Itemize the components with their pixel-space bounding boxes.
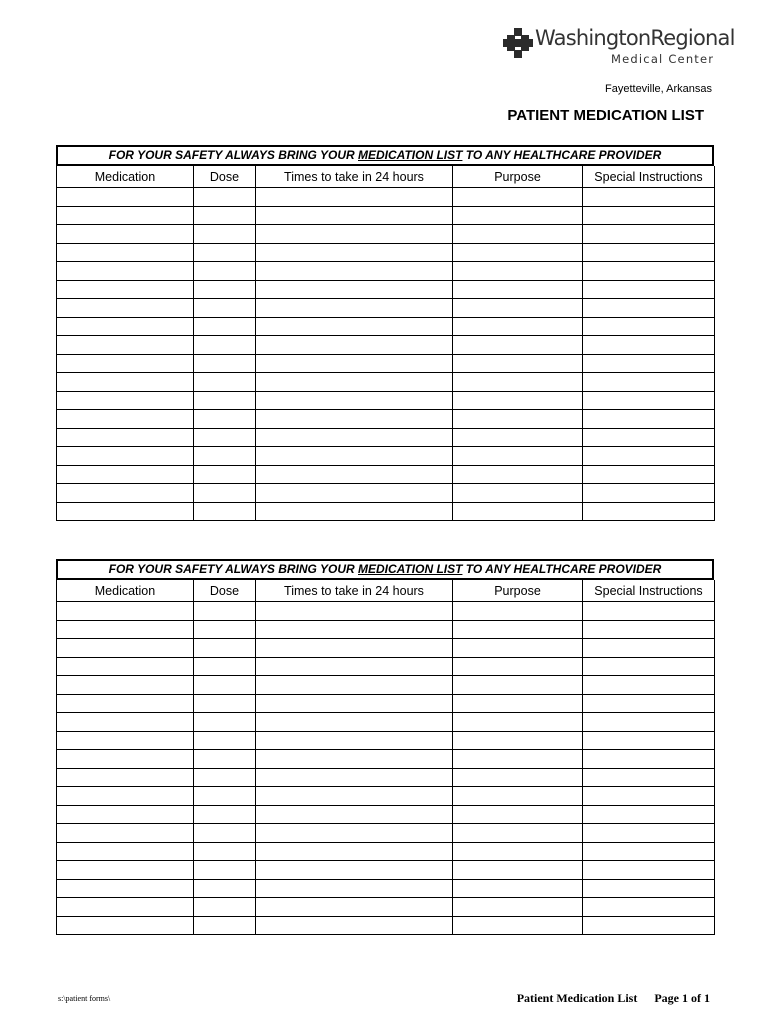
- special-instructions-cell[interactable]: [583, 428, 715, 447]
- purpose-cell[interactable]: [453, 879, 583, 898]
- table-row: [57, 373, 715, 392]
- purpose-cell[interactable]: [453, 502, 583, 521]
- table-row: [57, 465, 715, 484]
- times-cell[interactable]: [256, 484, 453, 503]
- times-cell[interactable]: [256, 280, 453, 299]
- purpose-cell[interactable]: [453, 676, 583, 695]
- special-instructions-cell[interactable]: [583, 750, 715, 769]
- purpose-cell[interactable]: [453, 898, 583, 917]
- medication-cell[interactable]: [57, 262, 194, 281]
- special-instructions-cell[interactable]: [583, 713, 715, 732]
- special-instructions-cell[interactable]: [583, 787, 715, 806]
- dose-cell[interactable]: [194, 484, 256, 503]
- dose-cell[interactable]: [194, 731, 256, 750]
- purpose-cell[interactable]: [453, 713, 583, 732]
- purpose-cell[interactable]: [453, 787, 583, 806]
- special-instructions-cell[interactable]: [583, 317, 715, 336]
- column-header-dose: Dose: [194, 580, 256, 602]
- table-row: [57, 750, 715, 769]
- times-cell[interactable]: [256, 317, 453, 336]
- purpose-cell[interactable]: [453, 373, 583, 392]
- dose-cell[interactable]: [194, 502, 256, 521]
- special-instructions-cell[interactable]: [583, 447, 715, 466]
- medication-cell[interactable]: [57, 676, 194, 695]
- times-cell[interactable]: [256, 188, 453, 207]
- times-cell[interactable]: [256, 676, 453, 695]
- medication-cell[interactable]: [57, 225, 194, 244]
- footer-info: [517, 991, 710, 1006]
- times-cell[interactable]: [256, 879, 453, 898]
- special-instructions-cell[interactable]: [583, 768, 715, 787]
- dose-cell[interactable]: [194, 225, 256, 244]
- dose-cell[interactable]: [194, 657, 256, 676]
- table-row: [57, 694, 715, 713]
- logo-name: WashingtonRegional: [535, 26, 735, 50]
- dose-cell[interactable]: [194, 206, 256, 225]
- table-row: [57, 502, 715, 521]
- purpose-cell[interactable]: [453, 731, 583, 750]
- special-instructions-cell[interactable]: [583, 243, 715, 262]
- dose-cell[interactable]: [194, 299, 256, 318]
- purpose-cell[interactable]: [453, 694, 583, 713]
- dose-cell[interactable]: [194, 243, 256, 262]
- dose-cell[interactable]: [194, 898, 256, 917]
- medication-grid: [56, 580, 715, 935]
- table-row: [57, 676, 715, 695]
- table-row: [57, 484, 715, 503]
- column-header-special-instructions: Special Instructions: [583, 166, 715, 188]
- table-row: [57, 731, 715, 750]
- page-title: PATIENT MEDICATION LIST: [507, 107, 704, 124]
- table-row: [57, 602, 715, 621]
- times-cell[interactable]: [256, 824, 453, 843]
- medication-cell[interactable]: [57, 206, 194, 225]
- cross-logo-icon: [503, 28, 533, 58]
- times-cell[interactable]: [256, 750, 453, 769]
- column-header-times: Times to take in 24 hours: [256, 580, 453, 602]
- purpose-cell[interactable]: [453, 750, 583, 769]
- times-cell[interactable]: [256, 657, 453, 676]
- special-instructions-cell[interactable]: [583, 354, 715, 373]
- special-instructions-cell[interactable]: [583, 694, 715, 713]
- table-row: [57, 787, 715, 806]
- medication-cell[interactable]: [57, 805, 194, 824]
- column-header-medication: Medication: [57, 166, 194, 188]
- dose-cell[interactable]: [194, 280, 256, 299]
- special-instructions-cell[interactable]: [583, 280, 715, 299]
- dose-cell[interactable]: [194, 447, 256, 466]
- purpose-cell[interactable]: [453, 465, 583, 484]
- purpose-cell[interactable]: [453, 842, 583, 861]
- medication-cell[interactable]: [57, 317, 194, 336]
- medication-cell[interactable]: [57, 299, 194, 318]
- table-row: [57, 410, 715, 429]
- purpose-cell[interactable]: [453, 336, 583, 355]
- special-instructions-cell[interactable]: [583, 916, 715, 935]
- purpose-cell[interactable]: [453, 484, 583, 503]
- times-cell[interactable]: [256, 898, 453, 917]
- dose-cell[interactable]: [194, 768, 256, 787]
- safety-banner: FOR YOUR SAFETY ALWAYS BRING YOUR MEDICATION LIST TO ANY HEALTHCARE PROVIDER: [56, 559, 714, 580]
- table-row: [57, 354, 715, 373]
- times-cell[interactable]: [256, 373, 453, 392]
- purpose-cell[interactable]: [453, 262, 583, 281]
- medication-cell[interactable]: [57, 916, 194, 935]
- dose-cell[interactable]: [194, 824, 256, 843]
- purpose-cell[interactable]: [453, 391, 583, 410]
- column-header-dose: Dose: [194, 166, 256, 188]
- medication-cell[interactable]: [57, 620, 194, 639]
- special-instructions-cell[interactable]: [583, 225, 715, 244]
- city-label: Fayetteville, Arkansas: [605, 83, 712, 95]
- special-instructions-cell[interactable]: [583, 842, 715, 861]
- table-row: [57, 206, 715, 225]
- washington-regional-logo: [503, 26, 735, 70]
- special-instructions-cell[interactable]: [583, 639, 715, 658]
- medication-cell[interactable]: [57, 787, 194, 806]
- special-instructions-cell[interactable]: [583, 465, 715, 484]
- table-row: [57, 225, 715, 244]
- purpose-cell[interactable]: [453, 602, 583, 621]
- purpose-cell[interactable]: [453, 861, 583, 880]
- special-instructions-cell[interactable]: [583, 824, 715, 843]
- special-instructions-cell[interactable]: [583, 206, 715, 225]
- dose-cell[interactable]: [194, 336, 256, 355]
- special-instructions-cell[interactable]: [583, 602, 715, 621]
- medication-table-2: [56, 559, 714, 935]
- purpose-cell[interactable]: [453, 354, 583, 373]
- times-cell[interactable]: [256, 410, 453, 429]
- medication-cell[interactable]: [57, 410, 194, 429]
- dose-cell[interactable]: [194, 842, 256, 861]
- special-instructions-cell[interactable]: [583, 336, 715, 355]
- times-cell[interactable]: [256, 805, 453, 824]
- table-row: [57, 861, 715, 880]
- medication-grid: [56, 166, 715, 521]
- medication-cell[interactable]: [57, 879, 194, 898]
- dose-cell[interactable]: [194, 391, 256, 410]
- dose-cell[interactable]: [194, 410, 256, 429]
- table-row: [57, 620, 715, 639]
- times-cell[interactable]: [256, 620, 453, 639]
- dose-cell[interactable]: [194, 373, 256, 392]
- purpose-cell[interactable]: [453, 447, 583, 466]
- special-instructions-cell[interactable]: [583, 657, 715, 676]
- table-row: [57, 299, 715, 318]
- times-cell[interactable]: [256, 262, 453, 281]
- medication-cell[interactable]: [57, 465, 194, 484]
- purpose-cell[interactable]: [453, 768, 583, 787]
- table-row: [57, 447, 715, 466]
- times-cell[interactable]: [256, 225, 453, 244]
- times-cell[interactable]: [256, 354, 453, 373]
- page-number: Page 1 of 1: [654, 991, 710, 1005]
- times-cell[interactable]: [256, 428, 453, 447]
- special-instructions-cell[interactable]: [583, 676, 715, 695]
- table-row: [57, 428, 715, 447]
- medication-cell[interactable]: [57, 731, 194, 750]
- file-path: s:\patient forms\: [58, 994, 111, 1003]
- special-instructions-cell[interactable]: [583, 502, 715, 521]
- special-instructions-cell[interactable]: [583, 861, 715, 880]
- table-row: [57, 713, 715, 732]
- medication-cell[interactable]: [57, 391, 194, 410]
- special-instructions-cell[interactable]: [583, 879, 715, 898]
- medication-cell[interactable]: [57, 694, 194, 713]
- times-cell[interactable]: [256, 731, 453, 750]
- purpose-cell[interactable]: [453, 824, 583, 843]
- purpose-cell[interactable]: [453, 188, 583, 207]
- medication-cell[interactable]: [57, 354, 194, 373]
- table-row: [57, 336, 715, 355]
- dose-cell[interactable]: [194, 602, 256, 621]
- dose-cell[interactable]: [194, 428, 256, 447]
- medication-cell[interactable]: [57, 861, 194, 880]
- medication-cell[interactable]: [57, 428, 194, 447]
- dose-cell[interactable]: [194, 750, 256, 769]
- dose-cell[interactable]: [194, 805, 256, 824]
- medication-cell[interactable]: [57, 713, 194, 732]
- special-instructions-cell[interactable]: [583, 188, 715, 207]
- medication-cell[interactable]: [57, 824, 194, 843]
- dose-cell[interactable]: [194, 639, 256, 658]
- purpose-cell[interactable]: [453, 639, 583, 658]
- column-header-purpose: Purpose: [453, 580, 583, 602]
- dose-cell[interactable]: [194, 676, 256, 695]
- medication-cell[interactable]: [57, 484, 194, 503]
- dose-cell[interactable]: [194, 620, 256, 639]
- medication-cell[interactable]: [57, 373, 194, 392]
- special-instructions-cell[interactable]: [583, 299, 715, 318]
- dose-cell[interactable]: [194, 694, 256, 713]
- table-row: [57, 639, 715, 658]
- purpose-cell[interactable]: [453, 657, 583, 676]
- medication-cell[interactable]: [57, 447, 194, 466]
- dose-cell[interactable]: [194, 465, 256, 484]
- column-header-times: Times to take in 24 hours: [256, 166, 453, 188]
- times-cell[interactable]: [256, 861, 453, 880]
- dose-cell[interactable]: [194, 879, 256, 898]
- dose-cell[interactable]: [194, 861, 256, 880]
- table-row: [57, 188, 715, 207]
- logo-subtitle: Medical Center: [611, 52, 715, 66]
- purpose-cell[interactable]: [453, 243, 583, 262]
- times-cell[interactable]: [256, 465, 453, 484]
- dose-cell[interactable]: [194, 787, 256, 806]
- purpose-cell[interactable]: [453, 225, 583, 244]
- column-header-special-instructions: Special Instructions: [583, 580, 715, 602]
- special-instructions-cell[interactable]: [583, 484, 715, 503]
- table-row: [57, 280, 715, 299]
- table-row: [57, 317, 715, 336]
- purpose-cell[interactable]: [453, 206, 583, 225]
- medication-cell[interactable]: [57, 750, 194, 769]
- special-instructions-cell[interactable]: [583, 805, 715, 824]
- medication-cell[interactable]: [57, 188, 194, 207]
- medication-cell[interactable]: [57, 639, 194, 658]
- times-cell[interactable]: [256, 243, 453, 262]
- times-cell[interactable]: [256, 206, 453, 225]
- dose-cell[interactable]: [194, 188, 256, 207]
- times-cell[interactable]: [256, 639, 453, 658]
- medication-cell[interactable]: [57, 336, 194, 355]
- table-row: [57, 391, 715, 410]
- times-cell[interactable]: [256, 336, 453, 355]
- special-instructions-cell[interactable]: [583, 620, 715, 639]
- medication-cell[interactable]: [57, 657, 194, 676]
- times-cell[interactable]: [256, 299, 453, 318]
- medication-cell[interactable]: [57, 898, 194, 917]
- medication-cell[interactable]: [57, 602, 194, 621]
- purpose-cell[interactable]: [453, 916, 583, 935]
- purpose-cell[interactable]: [453, 805, 583, 824]
- special-instructions-cell[interactable]: [583, 262, 715, 281]
- medication-table-1: [56, 145, 714, 521]
- times-cell[interactable]: [256, 694, 453, 713]
- medication-cell[interactable]: [57, 842, 194, 861]
- table-row: [57, 657, 715, 676]
- medication-cell[interactable]: [57, 502, 194, 521]
- dose-cell[interactable]: [194, 317, 256, 336]
- table-row: [57, 805, 715, 824]
- dose-cell[interactable]: [194, 713, 256, 732]
- medication-cell[interactable]: [57, 243, 194, 262]
- purpose-cell[interactable]: [453, 280, 583, 299]
- medication-cell[interactable]: [57, 280, 194, 299]
- dose-cell[interactable]: [194, 262, 256, 281]
- table-row: [57, 262, 715, 281]
- special-instructions-cell[interactable]: [583, 410, 715, 429]
- special-instructions-cell[interactable]: [583, 898, 715, 917]
- times-cell[interactable]: [256, 842, 453, 861]
- safety-banner: FOR YOUR SAFETY ALWAYS BRING YOUR MEDICATION LIST TO ANY HEALTHCARE PROVIDER: [56, 145, 714, 166]
- times-cell[interactable]: [256, 447, 453, 466]
- times-cell[interactable]: [256, 787, 453, 806]
- times-cell[interactable]: [256, 602, 453, 621]
- column-header-medication: Medication: [57, 580, 194, 602]
- purpose-cell[interactable]: [453, 620, 583, 639]
- column-header-purpose: Purpose: [453, 166, 583, 188]
- purpose-cell[interactable]: [453, 410, 583, 429]
- table-row: [57, 842, 715, 861]
- purpose-cell[interactable]: [453, 317, 583, 336]
- table-row: [57, 916, 715, 935]
- special-instructions-cell[interactable]: [583, 373, 715, 392]
- times-cell[interactable]: [256, 502, 453, 521]
- purpose-cell[interactable]: [453, 428, 583, 447]
- purpose-cell[interactable]: [453, 299, 583, 318]
- form-name: Patient Medication List: [516, 991, 638, 1005]
- table-row: [57, 898, 715, 917]
- times-cell[interactable]: [256, 768, 453, 787]
- table-row: [57, 768, 715, 787]
- times-cell[interactable]: [256, 916, 453, 935]
- table-row: [57, 243, 715, 262]
- times-cell[interactable]: [256, 713, 453, 732]
- dose-cell[interactable]: [194, 916, 256, 935]
- special-instructions-cell[interactable]: [583, 391, 715, 410]
- table-row: [57, 879, 715, 898]
- special-instructions-cell[interactable]: [583, 731, 715, 750]
- table-row: [57, 824, 715, 843]
- times-cell[interactable]: [256, 391, 453, 410]
- medication-cell[interactable]: [57, 768, 194, 787]
- dose-cell[interactable]: [194, 354, 256, 373]
